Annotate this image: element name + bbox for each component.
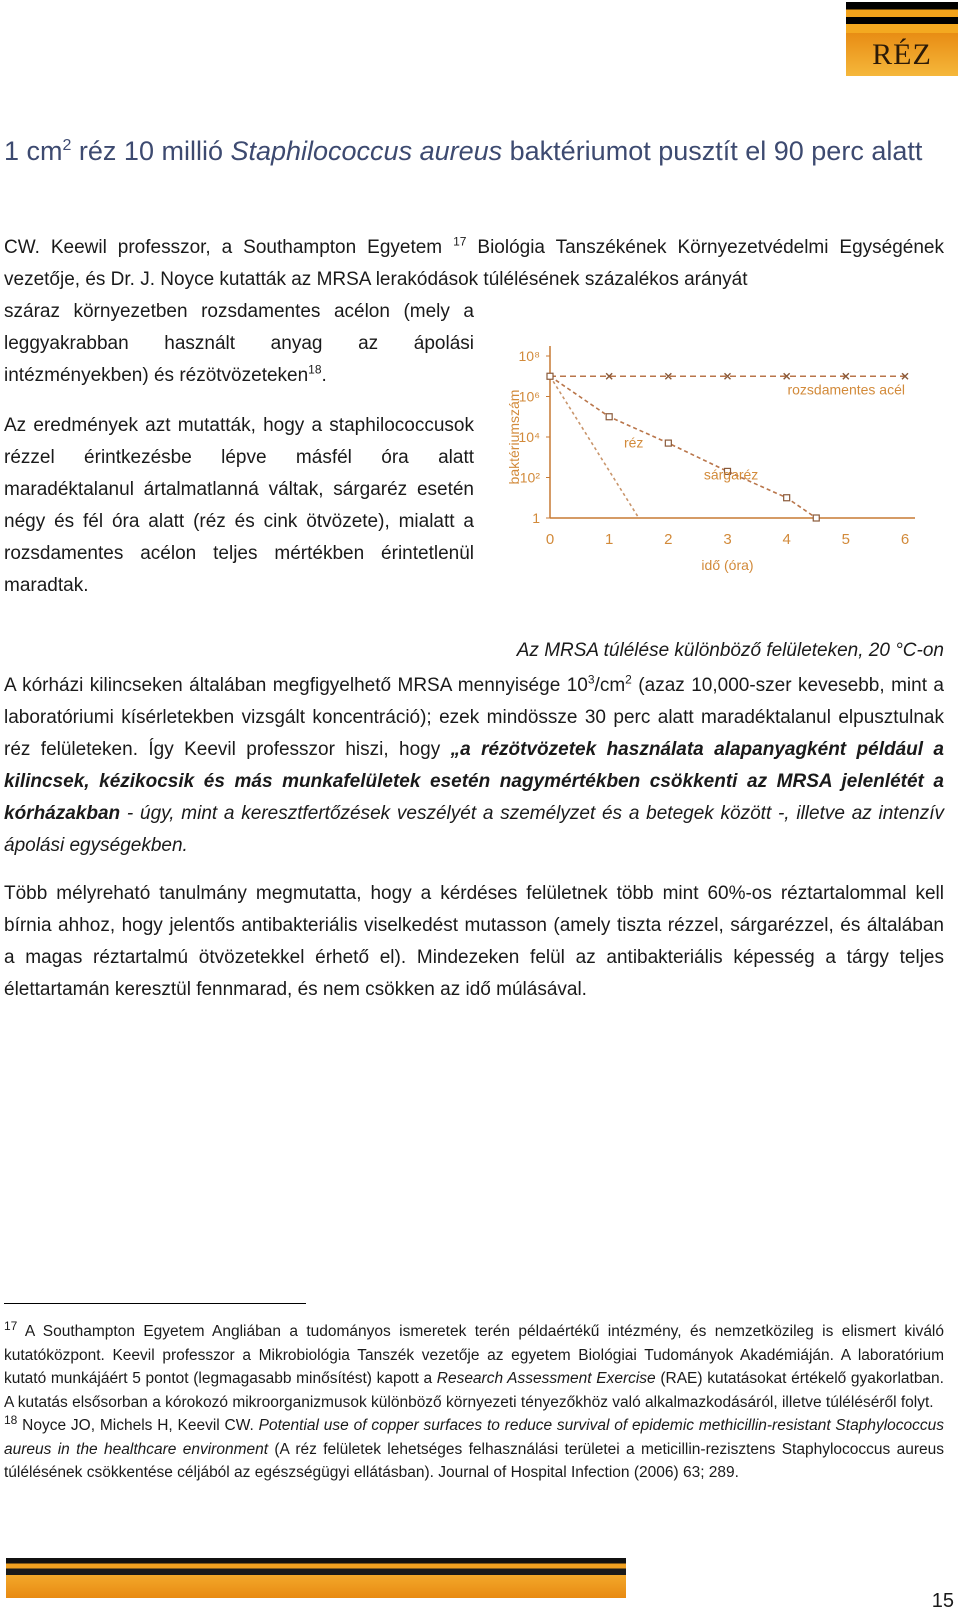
y-tick-label: 1 bbox=[532, 510, 540, 526]
footnote-number: 17 bbox=[4, 1318, 18, 1333]
text: A Southampton Egyetem Angliában a tudományos ismeretek terén példaértékű intézmény, és nemzetközileg is elismert kiváló kutatóközpont. Keevil professzor a Mikrobiológia Tanszék vezetője az egyetem Biológiai Tudományok Akadémiáján. A laboratórium kutató munkájáért 5 pontot (legmagasabb minősítést) kapott a bbox=[4, 1323, 944, 1387]
text: (A réz felületek lehetséges felhasználási területei a meticillin-rezisztens Staphylococcus aureus túlélésének csökkentése céljából az egészségügyi ellátásban). Journal of Hospital Infection (2006) 63; 289. bbox=[4, 1440, 944, 1481]
footnote-18 bbox=[4, 1414, 944, 1485]
text: . bbox=[321, 365, 327, 386]
x-tick-label: 2 bbox=[664, 531, 673, 548]
rez-logo bbox=[846, 2, 958, 76]
chart-caption: Az MRSA túlélése különböző felületeken, 20 °C-on bbox=[516, 640, 944, 661]
series-line-2 bbox=[550, 376, 816, 518]
text-italic: Potential use of copper surfaces to reduce survival of epidemic methicillin-resistant Staphylococcus aureus in the healthcare environment bbox=[4, 1417, 944, 1458]
paragraph-results: Az eredmények azt mutatták, hogy a staphilococcusok rézzel érintkezésbe lépve másfél óra alatt maradéktalanul ártalmatlanná váltak, sárgaréz esetén négy és fél óra alatt (réz és cink ötvözete), mialatt a rozsdamentes acélon teljes mértékben érintetlenül maradtak. bbox=[4, 415, 474, 596]
superscript: 2 bbox=[625, 672, 632, 687]
paragraph-intro-line: száraz környezetben rozsdamentes acélon (mely a bbox=[4, 301, 474, 322]
paragraph-intro-line bbox=[4, 360, 474, 392]
y-tick-label: 10² bbox=[519, 469, 540, 486]
footnote-divider bbox=[4, 1303, 306, 1304]
heading-superscript: 2 bbox=[62, 137, 72, 154]
series-label-1: réz bbox=[623, 434, 644, 451]
footer-decoration bbox=[6, 1558, 626, 1598]
x-tick-label: 0 bbox=[545, 531, 555, 548]
series-label-0: rozsdamentes acél bbox=[787, 381, 905, 398]
series-label-2: sárgaréz bbox=[703, 466, 759, 483]
y-tick-label: 10⁴ bbox=[518, 429, 540, 445]
x-tick-label: 1 bbox=[604, 531, 614, 548]
text: A kórházi kilincseken általában megfigyelhető MRSA mennyisége 10 bbox=[4, 675, 588, 696]
x-tick-label: 3 bbox=[723, 531, 732, 548]
page-heading bbox=[4, 128, 944, 174]
y-tick-label: 10⁸ bbox=[518, 348, 540, 364]
heading-part: 1 cm bbox=[4, 136, 63, 166]
data-point bbox=[606, 414, 612, 420]
text: (RAE) kutatásokat értékelő gyakorlatban. A kutatás elsősorban a kórokozó mikroorganizmusok különböző környezeti tényezőkhöz való alkalmazkodásáról, illetve túléléséről folyt. bbox=[4, 1370, 944, 1411]
quote-bold: „a rézötvözetek használata alapanyagként például a kilincsek, kézikocsik és más munkafelületek esetén nagymértékben csökkenti az MRSA jelenlétét a kórházakban bbox=[4, 739, 944, 824]
y-tick-label: 10⁶ bbox=[518, 388, 540, 405]
footnote-17 bbox=[4, 1320, 944, 1414]
text: CW. Keewil professzor, a Southampton Egyetem bbox=[4, 237, 454, 258]
data-point bbox=[784, 495, 790, 501]
x-axis-label: idő (óra) bbox=[701, 557, 754, 573]
text: /cm bbox=[594, 675, 626, 696]
paragraph-intro-line: leggyakrabban használt anyag az ápolási bbox=[4, 333, 474, 354]
y-axis-label: baktériumszám bbox=[506, 389, 522, 485]
data-point bbox=[547, 373, 553, 379]
quote-italic: - úgy, mint a keresztfertőzések veszélyét a személyzet és a betegek között -, illetve az intenzív ápolási egységekben. bbox=[4, 803, 944, 856]
heading-part: réz 10 millió bbox=[71, 136, 231, 166]
data-point bbox=[813, 515, 819, 521]
logo-text: RÉZ bbox=[872, 38, 932, 71]
footnote-ref-18: 18 bbox=[308, 362, 322, 377]
text: intézményekben) és rézötvözeteken bbox=[4, 365, 309, 386]
paragraph-studies: Több mélyreható tanulmány megmutatta, hogy a kérdéses felületnek több mint 60%-os réztartalommal kell bírnia ahhoz, hogy jelentős antibakteriális viselkedést mutasson (amely tiszta rézzel, sárgarézzel, és általában a magas réztartalmú ötvözetekkel érhető el). Mindezeken felül az antibakteriális képesség a tárgy teljes élettartamán keresztül fennmarad, és nem csökken az idő múlásával. bbox=[4, 883, 944, 1000]
text: Biológia Tanszékének Környezetvédelmi Egységének vezetője, és Dr. J. Noyce kutatták az MRSA lerakódások túlélésének százalékos arányát bbox=[4, 237, 944, 290]
footnote-ref-17: 17 bbox=[453, 234, 467, 249]
heading-species: Staphilococcus aureus bbox=[230, 136, 503, 166]
superscript: 3 bbox=[587, 672, 595, 687]
paragraph-intro bbox=[4, 232, 944, 296]
text: (azaz 10,000-szer kevesebb, mint a laboratóriumi kísérletekben vizsgált koncentráció); ezek mindössze 30 perc alatt maradéktalanul elpusztulnak réz felületeken. Így Keevil professzor hiszi, hogy bbox=[4, 675, 944, 760]
data-point bbox=[665, 440, 671, 446]
heading-part: baktériumot pusztít el 90 perc alatt bbox=[502, 136, 923, 166]
paragraph-hospital bbox=[4, 670, 944, 862]
x-tick-label: 6 bbox=[900, 531, 910, 548]
x-tick-label: 5 bbox=[841, 531, 851, 548]
footnotes bbox=[4, 1320, 944, 1485]
page-number: 15 bbox=[931, 1590, 954, 1612]
mrsa-survival-chart bbox=[505, 318, 945, 598]
text: Noyce JO, Michels H, Keevil CW. bbox=[17, 1417, 259, 1434]
text-italic: Research Assessment Exercise bbox=[436, 1370, 656, 1387]
footnote-number: 18 bbox=[4, 1412, 18, 1427]
x-tick-label: 4 bbox=[782, 531, 791, 548]
